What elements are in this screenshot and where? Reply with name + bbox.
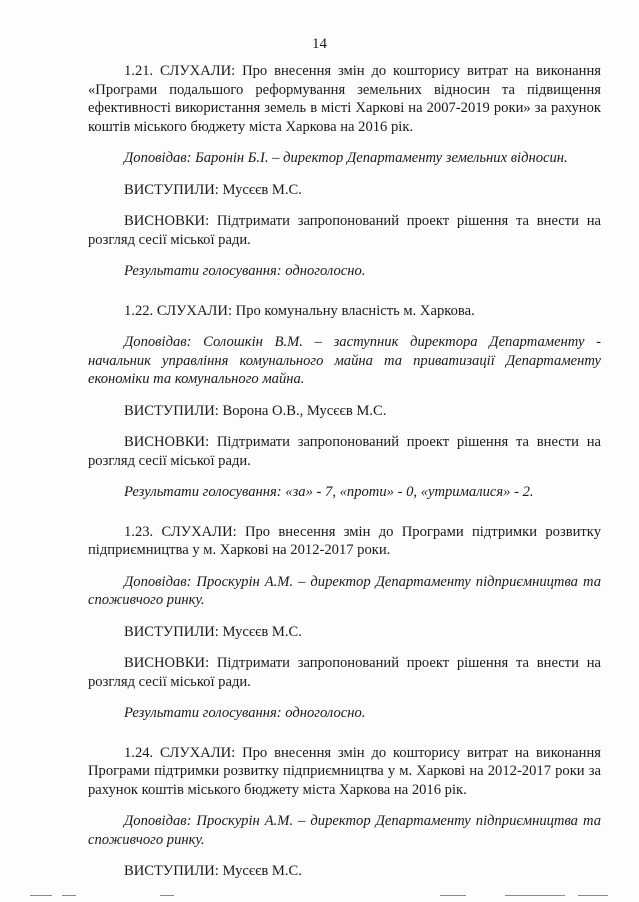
heard-paragraph: 1.23. СЛУХАЛИ: Про внесення змін до Програми підтримки розвитку підприємництва у м. Харкові на 2012-2017 роки. xyxy=(88,523,601,558)
speakers-paragraph: ВИСТУПИЛИ: Мусєєв М.С. xyxy=(124,623,302,640)
scan-artifact xyxy=(30,895,52,896)
speakers-paragraph: ВИСТУПИЛИ: Мусєєв М.С. xyxy=(124,863,302,879)
reporter-paragraph: Доповідав: Проскурін А.М. – директор Департаменту підприємництва та споживчого ринку. xyxy=(88,813,601,848)
heard-paragraph: 1.22. СЛУХАЛИ: Про комунальну власність м. Харкова. xyxy=(124,302,475,319)
speakers-paragraph: ВИСТУПИЛИ: Ворона О.В., Мусєєв М.С. xyxy=(124,402,387,419)
conclusions-paragraph: ВИСНОВКИ: Підтримати запропонований проект рішення та внести на розгляд сесії міської ради. xyxy=(88,213,601,248)
scan-artifact xyxy=(578,895,608,896)
scan-artifact xyxy=(440,895,466,896)
reporter-paragraph: Доповідав: Проскурін А.М. – директор Департаменту підприємництва та споживчого ринку. xyxy=(88,573,601,608)
heard-paragraph: 1.21. СЛУХАЛИ: Про внесення змін до кошторису витрат на виконання «Програми подальшого реформування земельних відносин та підвищення ефективності використання земель в місті Харкові на 2007-2019 роки» за рахунок коштів міського бюджету міста Харкова на 2016 рік. xyxy=(88,63,601,135)
scan-artifact xyxy=(505,895,565,896)
scan-artifact xyxy=(160,895,174,896)
agenda-item-1-22 xyxy=(88,302,601,502)
scan-artifact xyxy=(62,895,76,896)
vote-result: Результати голосування: «за» - 7, «проти» - 0, «утрималися» - 2. xyxy=(124,484,534,500)
heard-paragraph: 1.24. СЛУХАЛИ: Про внесення змін до кошторису витрат на виконання Програми підтримки розвитку підприємництва у м. Харкові на 2012-2017 роки за рахунок коштів міського бюджету міста Харкова на 2016 рік. xyxy=(88,744,601,798)
agenda-item-1-21 xyxy=(88,62,601,281)
agenda-item-1-24 xyxy=(88,744,601,881)
speakers-paragraph: ВИСТУПИЛИ: Мусєєв М.С. xyxy=(124,181,302,198)
vote-result: Результати голосування: одноголосно. xyxy=(124,263,366,279)
reporter-paragraph: Доповідав: Солошкін В.М. – заступник директора Департаменту - начальник управління комунального майна та приватизації Департаменту економіки та комунального майна. xyxy=(88,334,601,387)
reporter-paragraph: Доповідав: Баронін Б.І. – директор Департаменту земельних відносин. xyxy=(124,150,568,166)
minutes-body xyxy=(88,62,601,881)
agenda-item-1-23 xyxy=(88,523,601,723)
conclusions-paragraph: ВИСНОВКИ: Підтримати запропонований проект рішення та внести на розгляд сесії міської ради. xyxy=(88,434,601,469)
vote-result: Результати голосування: одноголосно. xyxy=(124,705,366,721)
conclusions-paragraph: ВИСНОВКИ: Підтримати запропонований проект рішення та внести на розгляд сесії міської ради. xyxy=(88,655,601,690)
page-number: 14 xyxy=(312,36,327,52)
